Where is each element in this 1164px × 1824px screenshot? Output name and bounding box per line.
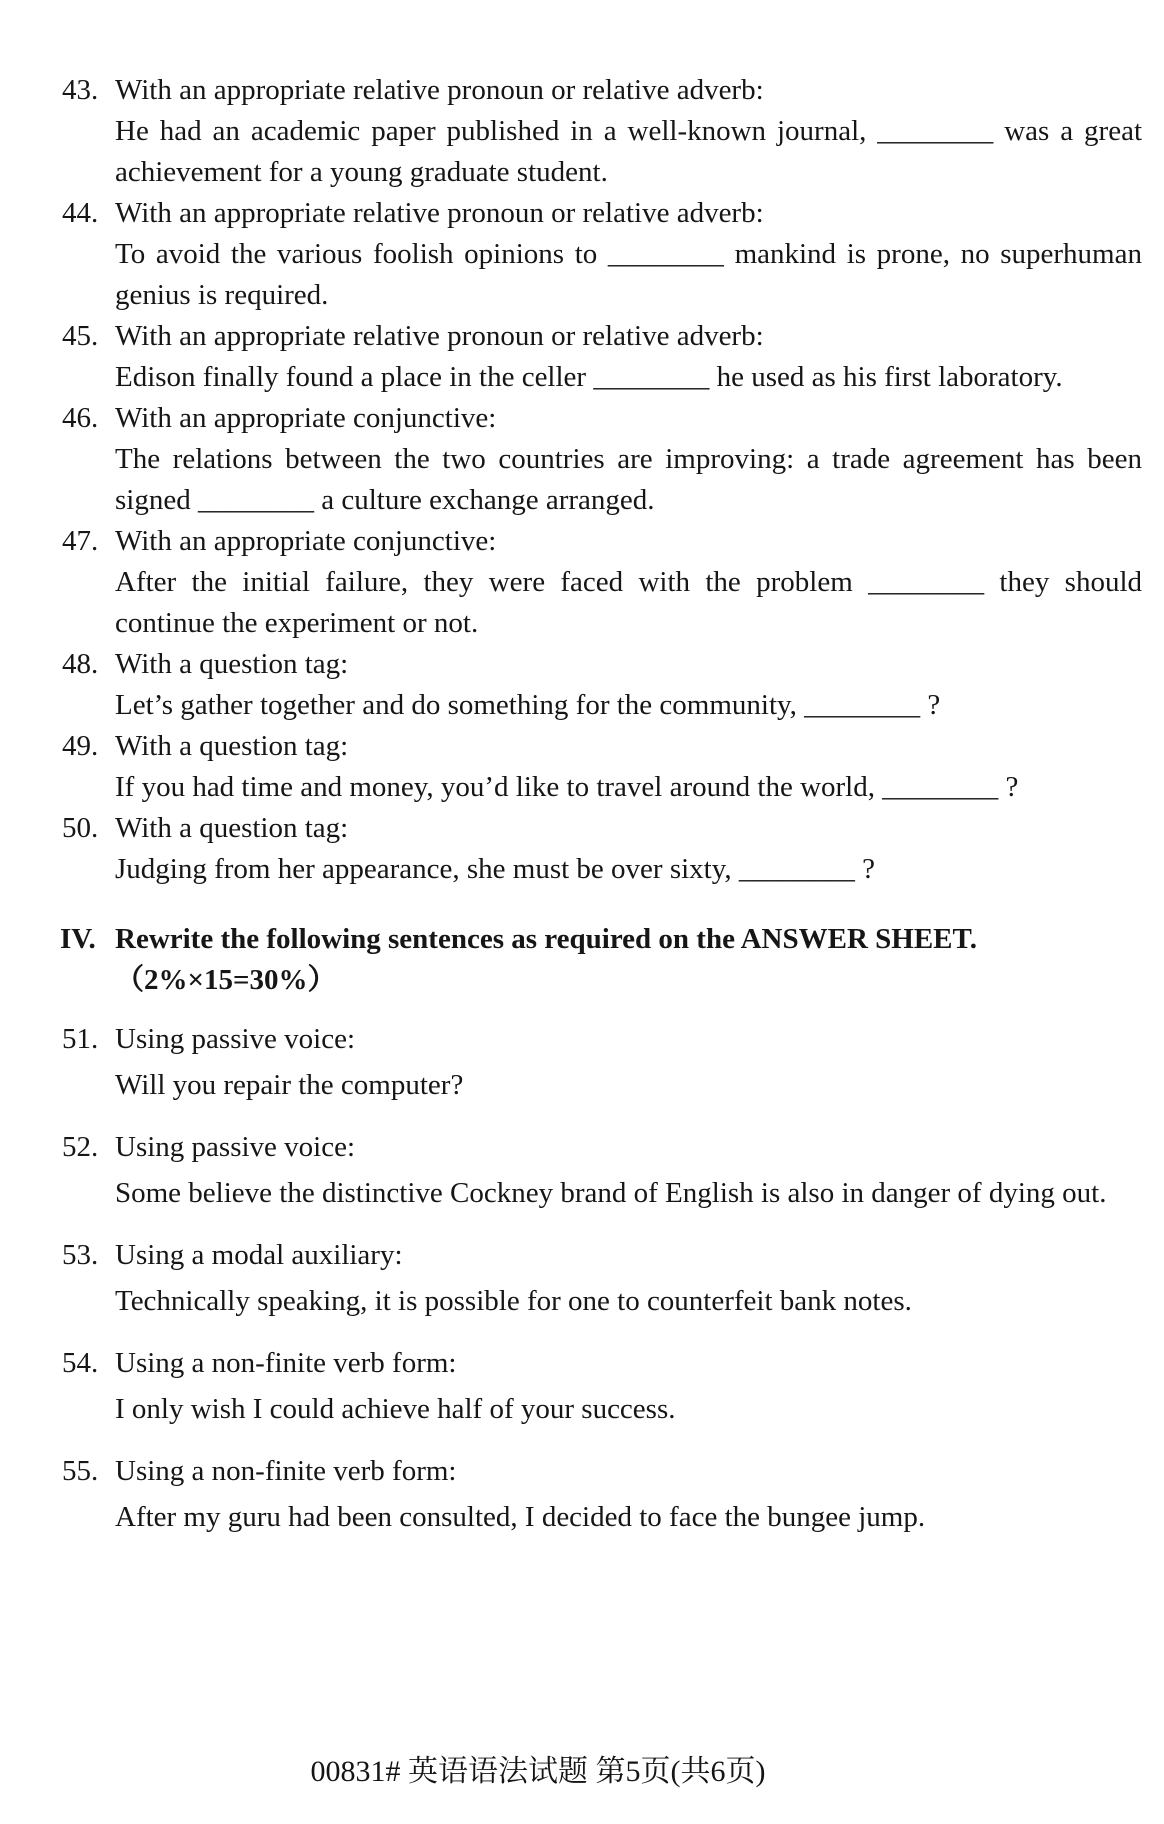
question-number: 55. — [62, 1455, 99, 1487]
question-line: Edison finally found a place in the celler ________ he used as his first laboratory. — [115, 361, 1063, 393]
question-sentence: Will you repair the computer? — [115, 1069, 464, 1101]
question-line: signed ________ a culture exchange arranged. — [115, 484, 655, 516]
question-sentence: Some believe the distinctive Cockney brand of English is also in danger of dying out. — [115, 1177, 1107, 1209]
question-number: 51. — [62, 1023, 99, 1055]
question-number: 46. — [62, 402, 99, 434]
question-50 — [62, 808, 1142, 890]
question-46 — [62, 398, 1142, 521]
page-footer: 00831# 英语语法试题 第5页(共6页) — [310, 1755, 766, 1788]
question-line: achievement for a young graduate student. — [115, 156, 608, 188]
question-instruction: Using passive voice: — [115, 1023, 356, 1055]
question-instruction: Using a non-finite verb form: — [115, 1347, 457, 1379]
question-51 — [62, 1016, 1142, 1108]
question-instruction: Using passive voice: — [115, 1131, 356, 1163]
question-line: After the initial failure, they were faced with the problem ________ they should — [115, 566, 1142, 598]
question-43 — [62, 70, 1142, 193]
question-instruction: With an appropriate conjunctive: — [115, 525, 497, 557]
question-line: Judging from her appearance, she must be over sixty, ________ ? — [115, 853, 875, 885]
question-instruction: Using a non-finite verb form: — [115, 1455, 457, 1487]
question-number: 50. — [62, 812, 99, 844]
question-47 — [62, 521, 1142, 644]
question-instruction: With an appropriate relative pronoun or relative adverb: — [115, 320, 764, 352]
page-content — [62, 70, 1142, 1540]
question-line: continue the experiment or not. — [115, 607, 479, 639]
question-number: 54. — [62, 1347, 99, 1379]
question-instruction: With a question tag: — [115, 730, 349, 762]
section-points: （2%×15=30%） — [115, 964, 337, 996]
question-number: 47. — [62, 525, 99, 557]
question-instruction: With an appropriate relative pronoun or relative adverb: — [115, 74, 764, 106]
question-instruction: With a question tag: — [115, 812, 349, 844]
question-instruction: Using a modal auxiliary: — [115, 1239, 403, 1271]
question-instruction: With an appropriate conjunctive: — [115, 402, 497, 434]
question-instruction: With an appropriate relative pronoun or relative adverb: — [115, 197, 764, 229]
section-number: IV. — [60, 923, 96, 955]
question-49 — [62, 726, 1142, 808]
question-sentence: After my guru had been consulted, I decided to face the bungee jump. — [115, 1501, 926, 1533]
question-line: Let’s gather together and do something for the community, ________ ? — [115, 689, 941, 721]
section-title: Rewrite the following sentences as required on the ANSWER SHEET. — [115, 923, 977, 955]
question-line: If you had time and money, you’d like to travel around the world, ________ ? — [115, 771, 1019, 803]
section-header — [62, 918, 1142, 960]
question-number: 52. — [62, 1131, 99, 1163]
question-line: To avoid the various foolish opinions to ________ mankind is prone, no superhuman — [115, 238, 1142, 270]
question-line: genius is required. — [115, 279, 329, 311]
question-53 — [62, 1232, 1142, 1324]
question-line: He had an academic paper published in a well-known journal, ________ was a great — [115, 115, 1142, 147]
question-instruction: With a question tag: — [115, 648, 349, 680]
question-55 — [62, 1448, 1142, 1540]
question-number: 44. — [62, 197, 99, 229]
question-line: The relations between the two countries are improving: a trade agreement has been — [115, 443, 1142, 475]
question-48 — [62, 644, 1142, 726]
question-number: 48. — [62, 648, 99, 680]
question-sentence: I only wish I could achieve half of your success. — [115, 1393, 676, 1425]
question-44 — [62, 193, 1142, 316]
question-number: 43. — [62, 74, 99, 106]
question-45 — [62, 316, 1142, 398]
question-number: 45. — [62, 320, 99, 352]
question-52 — [62, 1124, 1142, 1216]
question-sentence: Technically speaking, it is possible for one to counterfeit bank notes. — [115, 1285, 912, 1317]
question-54 — [62, 1340, 1142, 1432]
question-number: 53. — [62, 1239, 99, 1271]
question-number: 49. — [62, 730, 99, 762]
